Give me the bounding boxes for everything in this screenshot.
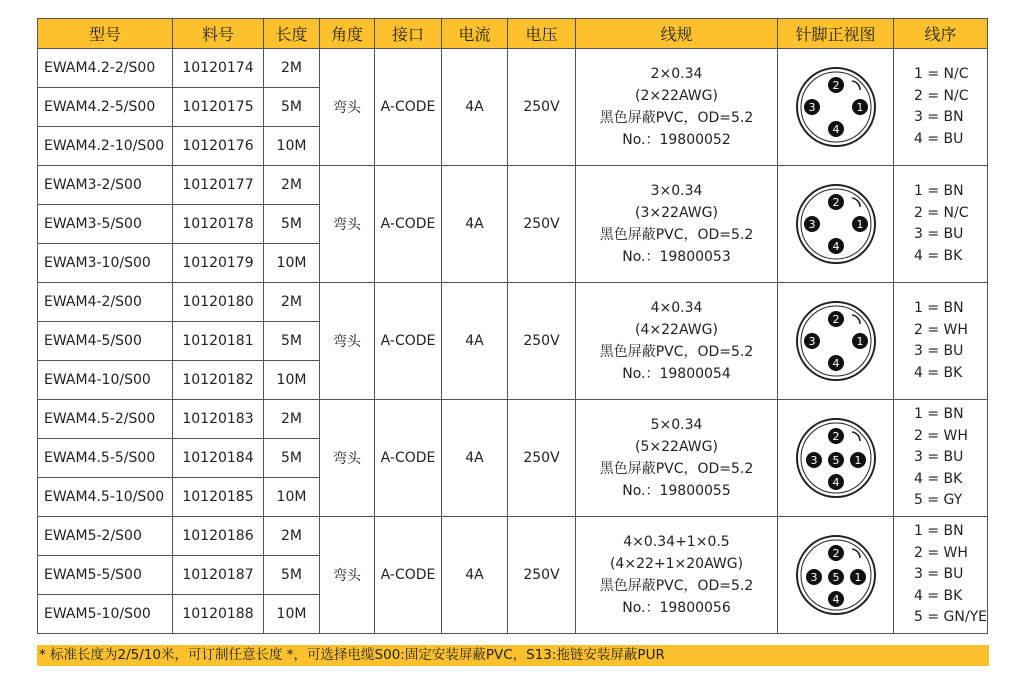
- model-cell: EWAM3-10/S00: [38, 244, 173, 283]
- wire-spec-line: 5×0.34: [650, 417, 703, 433]
- wire-sequence-item: 1 = BN: [914, 183, 964, 199]
- interface-cell: A-CODE: [375, 166, 442, 283]
- pin-4: [828, 238, 844, 254]
- wire-sequence-item: 2 = N/C: [914, 87, 969, 104]
- angle-cell: 弯头: [320, 283, 375, 400]
- pin-1: [850, 569, 866, 585]
- length-cell: 10M: [264, 478, 320, 517]
- wire-sequence-item: 1 = BN: [914, 523, 964, 540]
- wire-spec-line: (3×22AWG): [635, 205, 718, 221]
- pin-1: [852, 333, 868, 349]
- model-cell: EWAM5-5/S00: [38, 556, 173, 595]
- wire-sequence-item: 2 = N/C: [914, 204, 969, 221]
- wire-spec-line: 黑色屏蔽PVC，OD=5.2: [599, 461, 754, 477]
- wire-sequence-item: 1 = BN: [914, 406, 964, 423]
- pin-view-cell: [778, 400, 894, 517]
- wire-spec-line: 3×0.34: [650, 183, 703, 199]
- current-cell: 4A: [442, 49, 508, 166]
- pin-1: [852, 99, 868, 115]
- wire-sequence-item: 4 = BK: [914, 470, 963, 487]
- length-cell: 10M: [264, 127, 320, 166]
- wire-gauge-cell: [576, 400, 778, 517]
- pin-1: [852, 216, 868, 232]
- part-number-cell: 10120174: [173, 49, 264, 88]
- part-number-cell: 10120175: [173, 88, 264, 127]
- part-number-cell: 10120183: [173, 400, 264, 439]
- header-current: 电流: [442, 19, 508, 49]
- length-cell: 2M: [264, 49, 320, 88]
- interface-cell: A-CODE: [375, 517, 442, 634]
- coding-key-mark: [852, 315, 860, 324]
- pin-label: 4: [832, 593, 839, 606]
- pin-label: 3: [808, 101, 815, 114]
- wire-spec: [576, 180, 777, 268]
- footnote: * 标准长度为2/5/10米，可订制任意长度 *，可选择电缆S00:固定安装屏蔽PVC，S13:拖链安装屏蔽PUR: [37, 645, 989, 666]
- wire-spec-line: 4×0.34+1×0.5: [623, 534, 730, 550]
- pin-1: [850, 452, 866, 468]
- current-cell: 4A: [442, 517, 508, 634]
- wire-spec-line: No.：19800052: [622, 132, 731, 148]
- interface-cell: A-CODE: [375, 283, 442, 400]
- wire-spec: [576, 531, 777, 619]
- wire-sequence-item: 5 = GN/YE: [914, 609, 987, 626]
- wire-spec-line: No.：19800054: [622, 366, 731, 382]
- part-number-cell: 10120176: [173, 127, 264, 166]
- table-row: [38, 283, 988, 322]
- wire-sequence-item: 3 = BU: [914, 566, 964, 583]
- header-part-no: 料号: [173, 19, 264, 49]
- pin-view-cell: [778, 49, 894, 166]
- wire-spec-line: (2×22AWG): [635, 88, 718, 104]
- part-number-cell: 10120177: [173, 166, 264, 205]
- wire-sequence-cell: [894, 283, 988, 400]
- wire-sequence-item: 2 = WH: [914, 544, 968, 561]
- pin-2: [828, 545, 844, 561]
- wire-sequence-list: [894, 64, 969, 150]
- wire-spec-line: 黑色屏蔽PVC，OD=5.2: [599, 344, 754, 360]
- header-model: 型号: [38, 19, 173, 49]
- voltage-cell: 250V: [508, 517, 576, 634]
- wire-sequence-item: 4 = BK: [914, 364, 963, 381]
- wire-sequence-cell: [894, 49, 988, 166]
- part-number-cell: 10120187: [173, 556, 264, 595]
- wire-spec-line: 黑色屏蔽PVC，OD=5.2: [599, 578, 754, 594]
- header-wire-sequence: 线序: [894, 19, 988, 49]
- voltage-cell: 250V: [508, 283, 576, 400]
- length-cell: 5M: [264, 322, 320, 361]
- wire-gauge-cell: [576, 49, 778, 166]
- length-cell: 5M: [264, 88, 320, 127]
- wire-gauge-cell: [576, 517, 778, 634]
- wire-sequence-item: 4 = BU: [914, 130, 964, 147]
- model-cell: EWAM4.5-10/S00: [38, 478, 173, 517]
- header-pin-view: 针脚正视图: [778, 19, 894, 49]
- wire-spec-line: 2×0.34: [650, 66, 703, 82]
- pin-5: [828, 569, 844, 585]
- angle-cell: 弯头: [320, 517, 375, 634]
- wire-sequence-item: 3 = BU: [914, 343, 964, 359]
- voltage-cell: 250V: [508, 400, 576, 517]
- model-cell: EWAM4-10/S00: [38, 361, 173, 400]
- wire-sequence-cell: [894, 517, 988, 634]
- header-row: [38, 19, 988, 49]
- pin-label: 2: [832, 547, 839, 560]
- angle-cell: 弯头: [320, 166, 375, 283]
- header-length: 长度: [264, 19, 320, 49]
- pin-label: 5: [832, 571, 839, 584]
- length-cell: 2M: [264, 166, 320, 205]
- wire-sequence-cell: [894, 400, 988, 517]
- wire-gauge-cell: [576, 166, 778, 283]
- wire-sequence-list: [894, 298, 968, 384]
- length-cell: 5M: [264, 556, 320, 595]
- pin-label: 5: [832, 454, 839, 467]
- wire-sequence-cell: [894, 166, 988, 283]
- voltage-cell: 250V: [508, 49, 576, 166]
- connector-pin-diagram: [794, 182, 878, 266]
- table-row: [38, 49, 988, 88]
- part-number-cell: 10120188: [173, 595, 264, 634]
- interface-cell: A-CODE: [375, 400, 442, 517]
- model-cell: EWAM3-5/S00: [38, 205, 173, 244]
- angle-cell: 弯头: [320, 49, 375, 166]
- current-cell: 4A: [442, 166, 508, 283]
- connector-pin-diagram: [794, 65, 878, 149]
- wire-spec-line: 黑色屏蔽PVC，OD=5.2: [599, 227, 754, 243]
- pin-label: 2: [832, 313, 839, 326]
- model-cell: EWAM5-10/S00: [38, 595, 173, 634]
- coding-key-mark: [852, 549, 860, 558]
- table-row: [38, 166, 988, 205]
- wire-sequence-list: [894, 521, 987, 629]
- pin-label: 4: [832, 240, 839, 253]
- pin-3: [806, 452, 822, 468]
- part-number-cell: 10120186: [173, 517, 264, 556]
- pin-label: 3: [808, 218, 815, 231]
- part-number-cell: 10120184: [173, 439, 264, 478]
- wire-spec: [576, 297, 777, 385]
- wire-gauge-cell: [576, 283, 778, 400]
- pin-label: 3: [810, 454, 817, 467]
- model-cell: EWAM4.2-2/S00: [38, 49, 173, 88]
- part-number-cell: 10120178: [173, 205, 264, 244]
- pin-5: [828, 452, 844, 468]
- length-cell: 2M: [264, 400, 320, 439]
- pin-label: 2: [832, 430, 839, 443]
- pin-2: [828, 311, 844, 327]
- model-cell: EWAM3-2/S00: [38, 166, 173, 205]
- wire-spec: [576, 63, 777, 151]
- pin-label: 1: [854, 454, 861, 467]
- connector-pin-diagram: [794, 533, 878, 617]
- model-cell: EWAM4-5/S00: [38, 322, 173, 361]
- pin-4: [828, 474, 844, 490]
- pin-label: 1: [856, 335, 863, 348]
- wire-sequence-item: 4 = BK: [914, 587, 963, 604]
- length-cell: 10M: [264, 595, 320, 634]
- pin-label: 4: [832, 123, 839, 136]
- pin-label: 2: [832, 196, 839, 209]
- wire-spec-line: (4×22AWG): [635, 322, 718, 338]
- length-cell: 2M: [264, 283, 320, 322]
- model-cell: EWAM4.2-5/S00: [38, 88, 173, 127]
- model-cell: EWAM4-2/S00: [38, 283, 173, 322]
- wire-sequence-item: 2 = WH: [914, 321, 968, 338]
- interface-cell: A-CODE: [375, 49, 442, 166]
- pin-view-cell: [778, 283, 894, 400]
- spec-table: [37, 18, 988, 634]
- voltage-cell: 250V: [508, 166, 576, 283]
- pin-2: [828, 428, 844, 444]
- pin-label: 3: [808, 335, 815, 348]
- pin-label: 2: [832, 79, 839, 92]
- pin-4: [828, 355, 844, 371]
- model-cell: EWAM5-2/S00: [38, 517, 173, 556]
- wire-sequence-item: 1 = N/C: [914, 66, 969, 82]
- length-cell: 2M: [264, 517, 320, 556]
- angle-cell: 弯头: [320, 400, 375, 517]
- part-number-cell: 10120185: [173, 478, 264, 517]
- coding-key-mark: [852, 198, 860, 207]
- wire-spec-line: (5×22AWG): [635, 439, 718, 455]
- table-row: [38, 517, 988, 556]
- model-cell: EWAM4.5-5/S00: [38, 439, 173, 478]
- pin-label: 4: [832, 357, 839, 370]
- pin-3: [804, 216, 820, 232]
- part-number-cell: 10120181: [173, 322, 264, 361]
- wire-sequence-item: 4 = BK: [914, 247, 963, 264]
- pin-label: 1: [856, 101, 863, 114]
- current-cell: 4A: [442, 283, 508, 400]
- wire-sequence-item: 5 = GY: [914, 492, 963, 509]
- model-cell: EWAM4.2-10/S00: [38, 127, 173, 166]
- header-voltage: 电压: [508, 19, 576, 49]
- coding-key-mark: [852, 81, 860, 90]
- current-cell: 4A: [442, 400, 508, 517]
- wire-spec-line: 黑色屏蔽PVC，OD=5.2: [599, 110, 754, 126]
- part-number-cell: 10120180: [173, 283, 264, 322]
- pin-4: [828, 591, 844, 607]
- pin-3: [806, 569, 822, 585]
- pin-view-cell: [778, 166, 894, 283]
- pin-3: [804, 99, 820, 115]
- wire-sequence-item: 3 = BN: [914, 109, 964, 125]
- wire-spec-line: (4×22+1×20AWG): [609, 556, 744, 572]
- table-row: [38, 400, 988, 439]
- length-cell: 10M: [264, 361, 320, 400]
- pin-label: 4: [832, 476, 839, 489]
- wire-spec-line: No.：19800055: [622, 483, 731, 499]
- header-interface: 接口: [375, 19, 442, 49]
- header-wire-gauge: 线规: [576, 19, 778, 49]
- wire-sequence-item: 2 = WH: [914, 427, 968, 444]
- pin-2: [828, 77, 844, 93]
- wire-sequence-item: 3 = BU: [914, 226, 964, 242]
- wire-sequence-list: [894, 181, 969, 267]
- connector-pin-diagram: [794, 416, 878, 500]
- wire-spec-line: 4×0.34: [650, 300, 703, 316]
- length-cell: 5M: [264, 205, 320, 244]
- part-number-cell: 10120179: [173, 244, 264, 283]
- length-cell: 10M: [264, 244, 320, 283]
- connector-pin-diagram: [794, 299, 878, 383]
- pin-label: 1: [854, 571, 861, 584]
- wire-sequence-item: 3 = BU: [914, 449, 964, 466]
- pin-3: [804, 333, 820, 349]
- header-angle: 角度: [320, 19, 375, 49]
- wire-spec: [576, 414, 777, 502]
- pin-label: 3: [810, 571, 817, 584]
- part-number-cell: 10120182: [173, 361, 264, 400]
- pin-view-cell: [778, 517, 894, 634]
- model-cell: EWAM4.5-2/S00: [38, 400, 173, 439]
- wire-sequence-list: [894, 404, 968, 512]
- coding-key-mark: [852, 432, 860, 441]
- wire-sequence-item: 1 = BN: [914, 300, 964, 316]
- pin-label: 1: [856, 218, 863, 231]
- wire-spec-line: No.：19800053: [622, 249, 731, 265]
- pin-4: [828, 121, 844, 137]
- pin-2: [828, 194, 844, 210]
- wire-spec-line: No.：19800056: [622, 600, 731, 616]
- length-cell: 5M: [264, 439, 320, 478]
